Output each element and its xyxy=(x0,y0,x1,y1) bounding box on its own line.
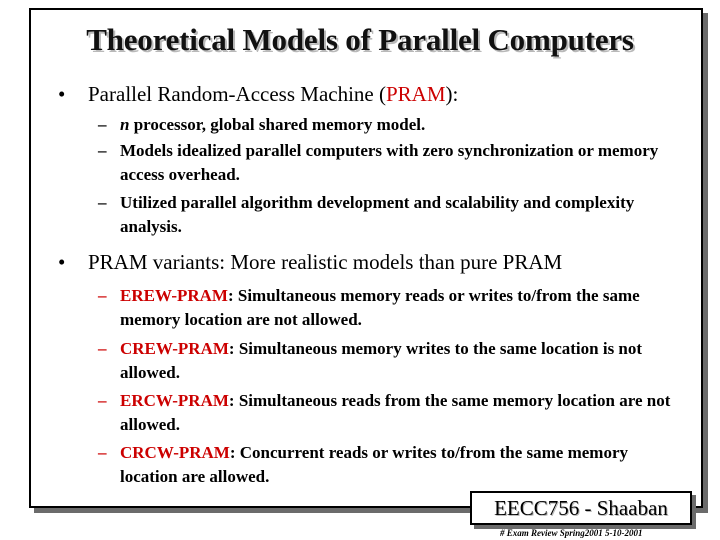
bullet-pram-prefix: Parallel Random-Access Machine ( xyxy=(88,82,386,106)
bullet-marker: • xyxy=(58,250,66,274)
slide-title: Theoretical Models of Parallel Computers xyxy=(86,22,634,57)
sub-item-text: Models idealized parallel computers with zero synchronization or memory access overhead. xyxy=(120,141,659,184)
pram-highlight: PRAM xyxy=(385,82,446,106)
slide-footer: # Exam Review Spring2001 5-10-2001 xyxy=(500,528,643,538)
dash-marker: – xyxy=(98,141,107,160)
sub-item-text: processor, global shared memory model. xyxy=(129,115,426,134)
bullet-pram-suffix: ): xyxy=(445,82,459,106)
variant-term: CREW-PRAM xyxy=(120,339,229,358)
variant-text: : Concurrent reads or writes to/from the same memory location are allowed. xyxy=(120,443,628,486)
bullet-marker: • xyxy=(58,82,66,106)
bullet-variants-text: PRAM variants: More realistic models than pure PRAM xyxy=(88,250,563,274)
variant-text: : Simultaneous reads from the same memory location are not allowed. xyxy=(120,391,671,434)
variant-text: : Simultaneous memory writes to the same location is not allowed. xyxy=(120,339,643,382)
dash-marker: – xyxy=(98,115,107,134)
variant-term: ERCW-PRAM xyxy=(120,391,229,410)
dash-marker: – xyxy=(98,443,107,462)
dash-marker: – xyxy=(98,391,107,410)
variant-text: : Simultaneous memory reads or writes to/from the same memory location are not allowed. xyxy=(120,286,640,329)
variant-term: EREW-PRAM xyxy=(120,286,228,305)
course-badge: EECC756 - Shaaban xyxy=(470,491,692,525)
variant-term: CRCW-PRAM xyxy=(120,443,230,462)
dash-marker: – xyxy=(98,286,107,305)
sub-item-text: Utilized parallel algorithm development and scalability and complexity analysis. xyxy=(120,193,635,236)
dash-marker: – xyxy=(98,193,107,212)
dash-marker: – xyxy=(98,339,107,358)
n-variable: n xyxy=(120,115,130,134)
